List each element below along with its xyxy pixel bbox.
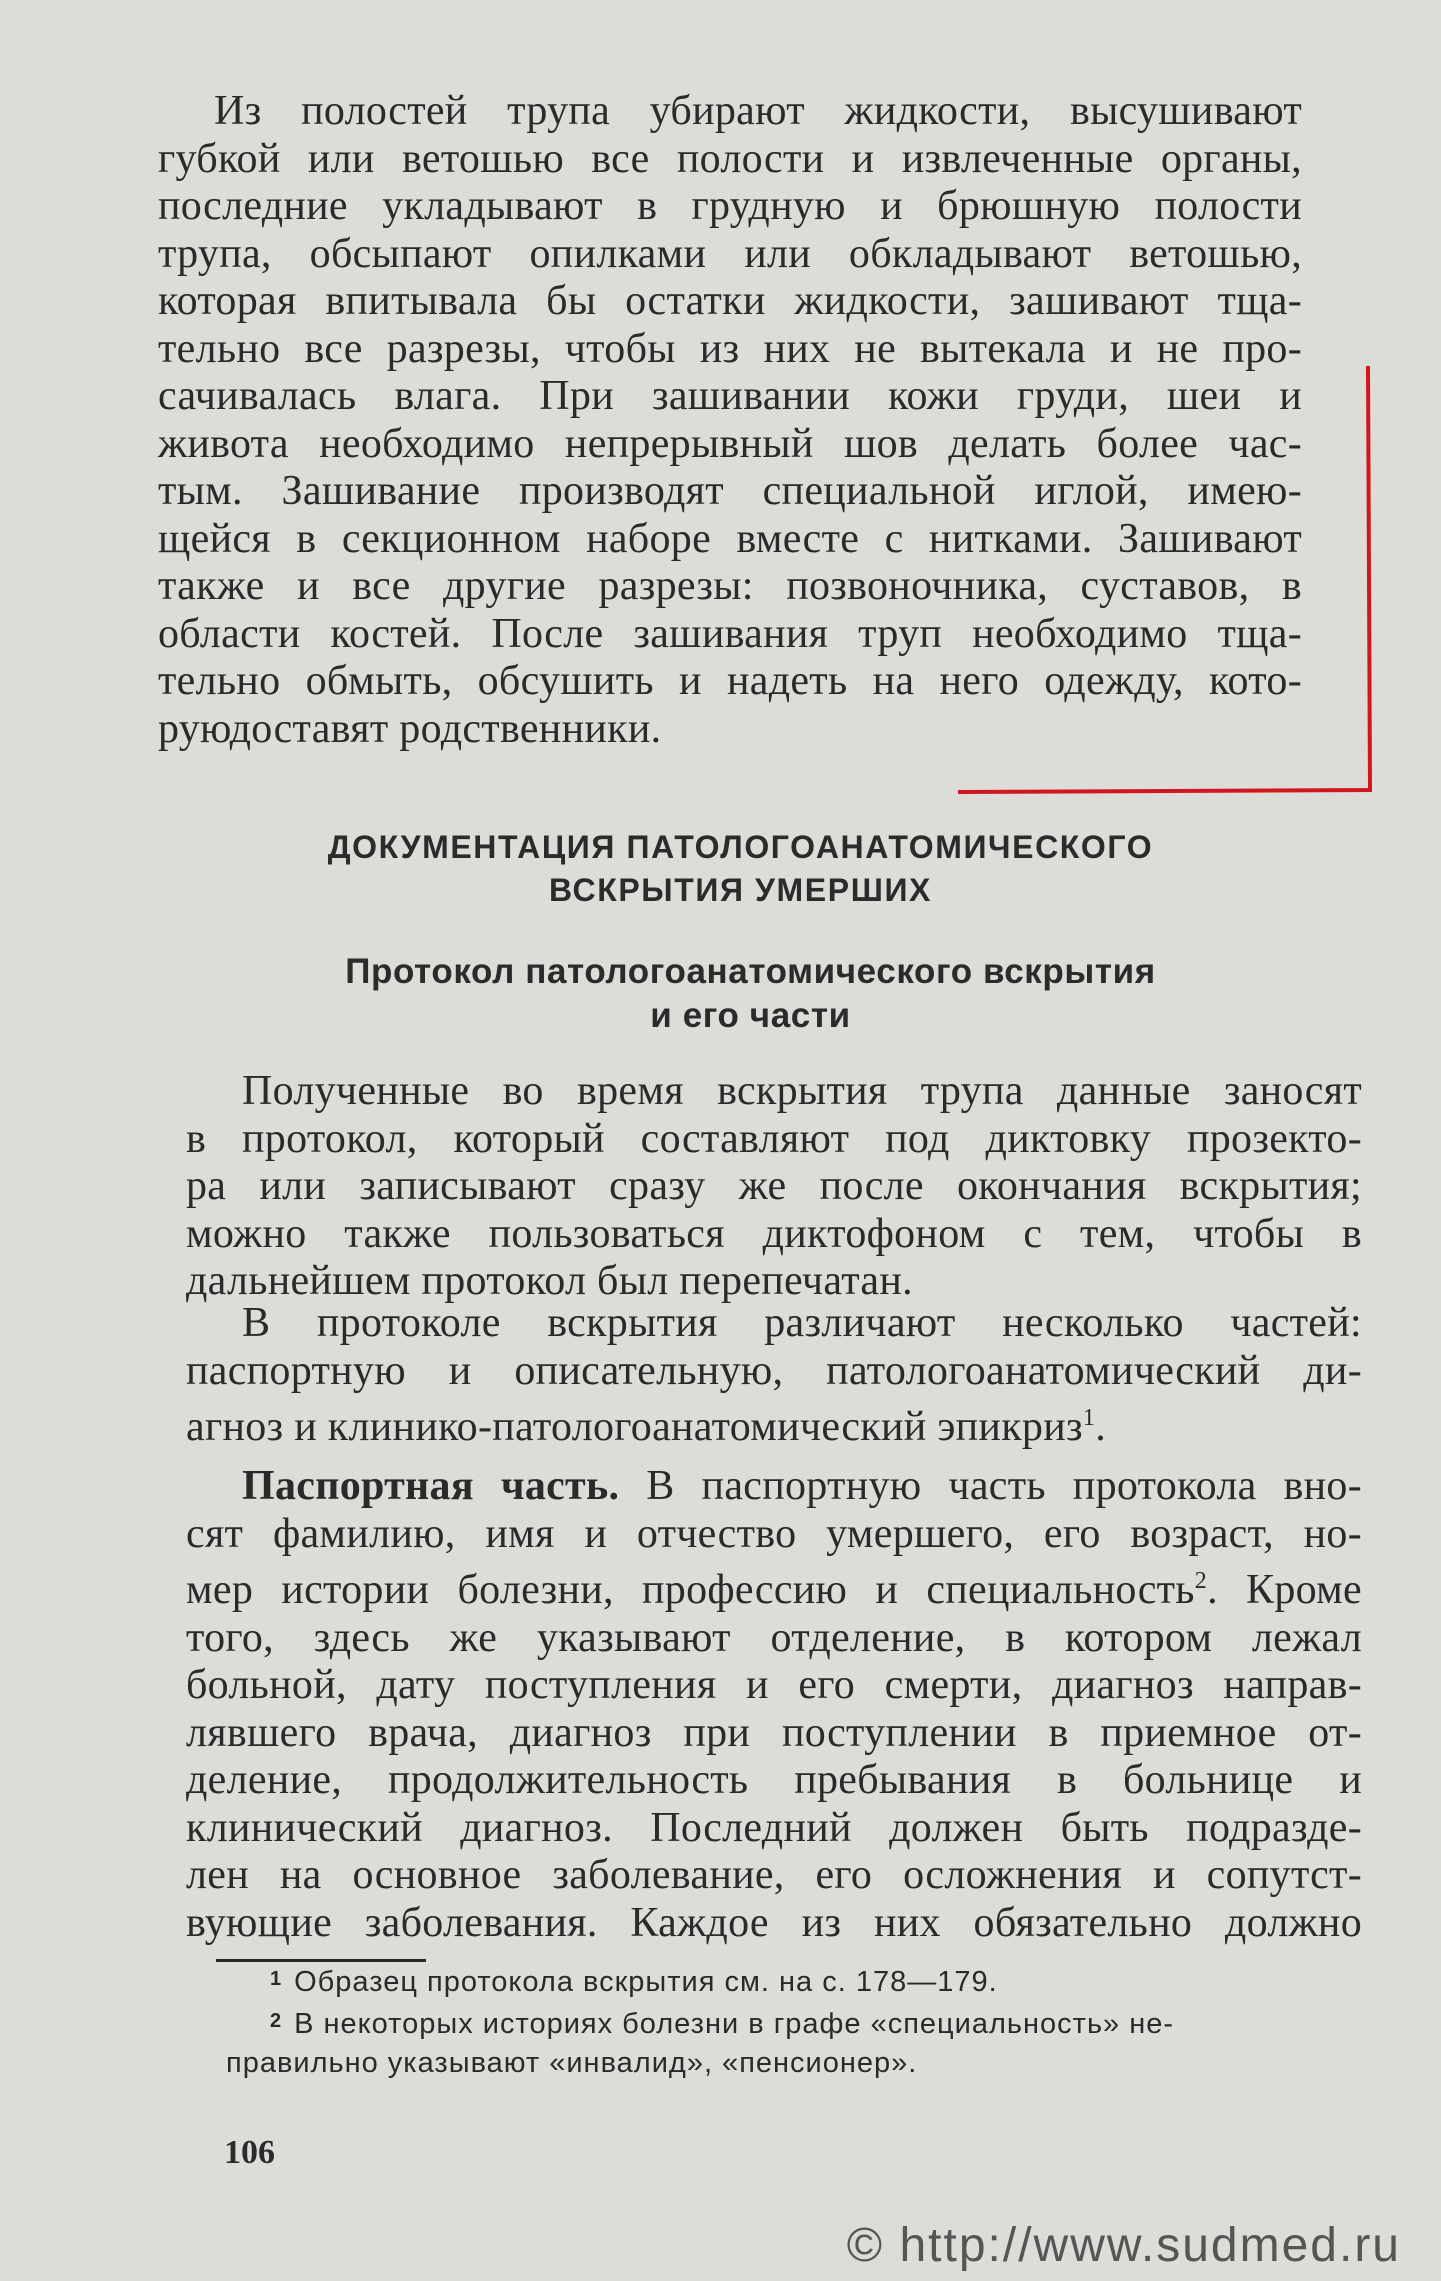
footnotes [226,1960,1370,2083]
text-line-content: агноз и клинико-патологоанатомический эпикриз [186,1404,1083,1450]
footnote-text: Образец протокола вскрытия см. на с. 178—179. [294,1966,998,1998]
text-line: живота необходимо непрерывный шов делать более час- [158,420,1302,467]
text-line: области костей. После зашивания труп необходимо тща- [158,610,1302,657]
text-line: губкой или ветошью все полости и извлеченные органы, [158,135,1302,182]
bold-lead: Паспортная часть. [242,1463,620,1509]
text-line [186,1558,1362,1615]
text-line: лен на основное заболевание, его осложнения и сопутст- [186,1852,1362,1898]
footnote-number: 2 [270,2010,283,2032]
paragraph-parts [186,1300,1362,1452]
text-line: Из полостей трупа убирают жидкости, высушивают [214,88,1302,134]
text-line-content: мер истории болезни, профессию и специальность [186,1567,1195,1613]
footnote-ref: 2 [1194,1568,1208,1594]
text-line: агноз и клинико-патологоанатомический эпикриз$^1$. [186,1404,1106,1450]
text-line: клинический диагноз. Последний должен быть подразде- [186,1804,1362,1851]
text-line: лявшего врача, диагноз при поступлении в приемное от- [186,1709,1362,1756]
text-line: тельно все разрезы, чтобы из них не вытекала и не про- [158,325,1302,372]
text-line: В протоколе вскрытия различают несколько частей: [242,1300,1362,1346]
text-line: трупа, обсыпают опилками или обкладывают ветошью, [158,230,1302,277]
section-title-line: ВСКРЫТИЯ УМЕРШИХ [549,872,932,908]
text-line: паспортную и описательную, патологоанатомический ди- [186,1347,1362,1394]
text-line: руюдоставят родственники. [158,705,662,752]
text-line: больной, дату поступления и его смерти, диагноз направ- [186,1662,1362,1708]
page-number: 106 [224,2134,275,2171]
text-line: также и все другие разрезы: позвоночника, суставов, в [158,563,1302,609]
text-line: можно также пользоваться диктофоном с тем, чтобы в [186,1210,1362,1257]
footnote [270,1960,1370,2002]
paragraph-passport [186,1463,1362,1947]
text-line: тельно обмыть, обсушить и надеть на него одежду, кото- [158,658,1302,704]
footnote-continuation: правильно указывают «инвалид», «пенсионер». [226,2047,918,2079]
footnote-text: В некоторых историях болезни в графе «специальность» не- [294,2008,1175,2040]
text-line: вующие заболевания. Каждое из них обязательно должно [186,1899,1362,1946]
text-line: последние укладывают в грудную и брюшную полости [158,183,1302,229]
text-line: сачивалась влага. При зашивании кожи груди, шеи и [158,373,1302,419]
footnote-number: 1 [270,1968,283,1990]
section-title-line: ДОКУМЕНТАЦИЯ ПАТОЛОГОАНАТОМИЧЕСКОГО [327,829,1154,865]
footnote-ref: 1 [1082,1405,1096,1431]
text-line: Полученные во время вскрытия трупа данные заносят [242,1068,1362,1114]
text-line: сят фамилию, имя и отчество умершего, его возраст, но- [186,1510,1362,1557]
watermark: © http://www.sudmed.ru [846,2219,1401,2272]
text-line: тым. Зашивание производят специальной иглой, имею- [158,468,1302,514]
paragraph-protocol [186,1068,1362,1306]
text-line: того, здесь же указывают отделение, в котором лежал [186,1614,1362,1661]
text-line-content: . Кроме [1207,1567,1362,1613]
text-line [186,1463,1362,1511]
subsection-title-line: Протокол патологоанатомического вскрытия [345,952,1156,991]
section-title [0,826,1441,912]
text-line: деление, продолжительность пребывания в больнице и [186,1757,1362,1803]
text-line: которая впитывала бы остатки жидкости, зашивают тща- [158,278,1302,324]
text-line: ра или записывают сразу же после окончания вскрытия; [186,1163,1362,1209]
subsection-title [0,950,1441,1038]
text-line: щейся в секционном наборе вместе с нитками. Зашивают [158,515,1302,562]
subsection-title-line: и его части [650,996,851,1035]
footnote [270,2002,1370,2044]
text-line: дальнейшем протокол был перепечатан. [186,1258,913,1304]
text-line-content: В паспортную часть протокола вно- [619,1463,1363,1509]
text-line: в протокол, который составляют под диктовку прозекто- [186,1115,1362,1162]
